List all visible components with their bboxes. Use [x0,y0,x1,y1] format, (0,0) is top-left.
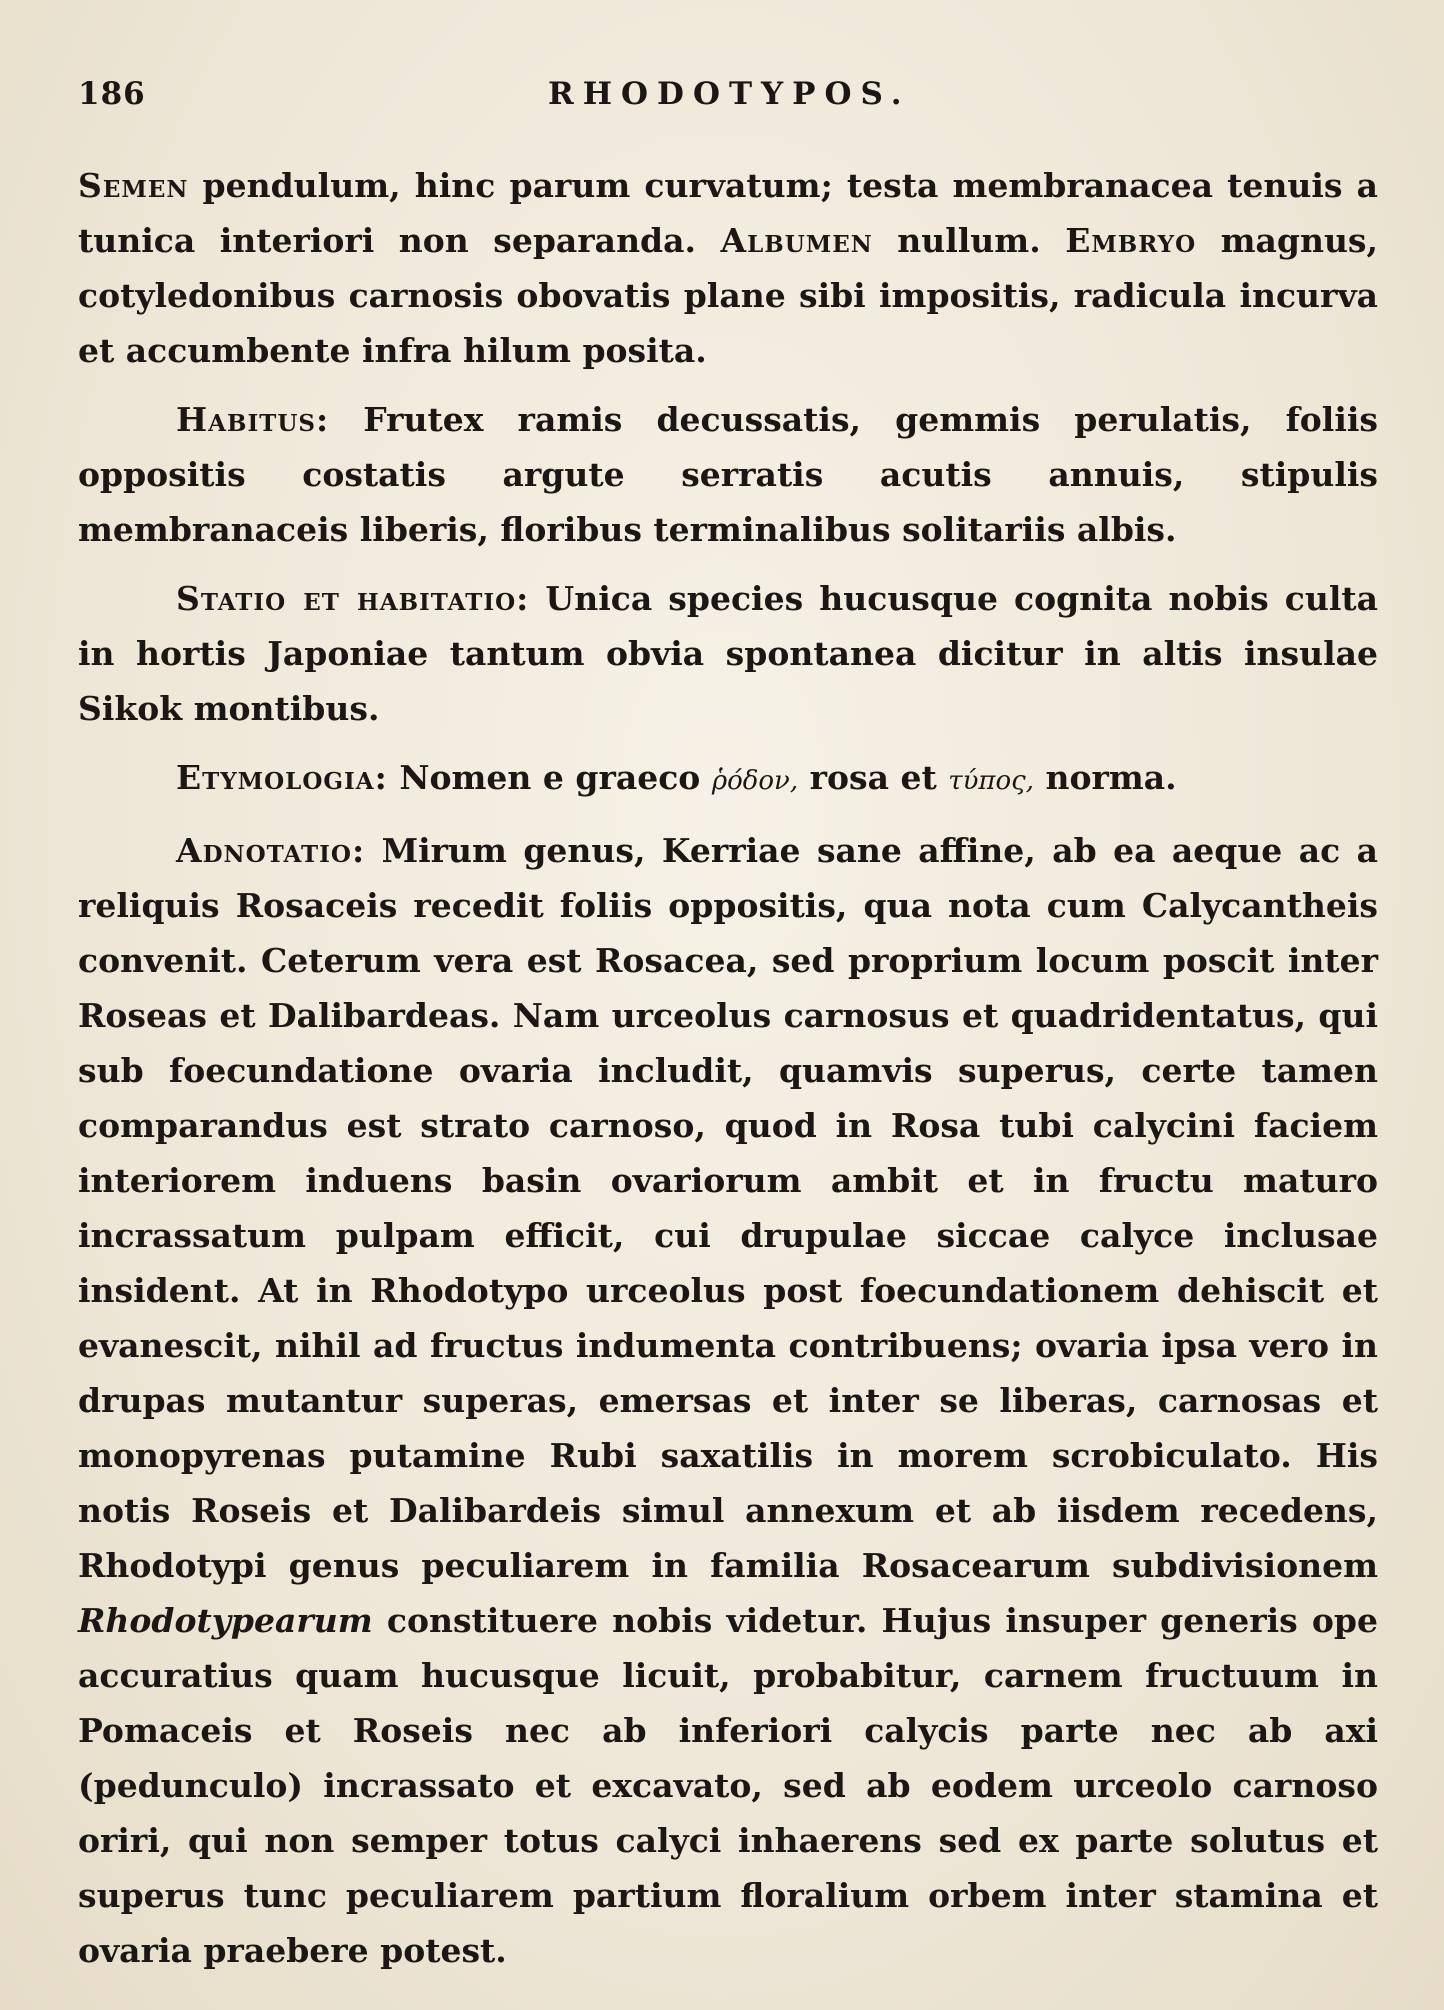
body-text [78,158,1378,1992]
paragraph-semen [78,158,1378,378]
section-label-semen: Semen [78,166,189,205]
paragraph-etymologia [78,750,1378,809]
semen-text-3: magnus, cotyledonibus carnosis obovatis plane sibi impositis, radicula incurva et accumbente infra hilum posita. [78,221,1379,370]
running-head [78,76,1366,116]
section-label-embryo: Embryo [1065,221,1197,260]
section-label-habitus: Habitus: [176,400,330,439]
adnotatio-text-1: Mirum genus, Kerriae sane affine, ab ea aeque ac a reliquis Rosaceis recedit foliis oppositis, qua nota cum Calycantheis convenit. Ceterum vera est Rosacea, sed proprium locum poscit inter Roseas et Dalibardeas. Nam urceolus carnosus et quadridentatus, qui sub foecundatione ovaria includit, quamvis superus, certe tamen comparandus est strato carnoso, quod in Rosa tubi calycini faciem interiorem induens basin ovariorum ambit et in fructu maturo incrassatum pulpam efficit, cui drupulae siccae calyce inclusae insident. At in Rhodotypo urceolus post foecundationem dehiscit et evanescit, nihil ad fructus indumenta contribuens; ovaria ipsa vero in drupas mutantur superas, emersas et inter se liberas, carnosas et monopyrenas putamine Rubi saxatilis in morem scrobiculato. His notis Roseis et Dalibardeis simul annexum et ab iisdem recedens, Rhodotypi genus peculiarem in familia Rosacearum subdivisionem [78,831,1378,1585]
page-number: 186 [78,76,146,112]
adnotatio-text-2: constituere nobis videtur. Hujus insuper generis ope accuratius quam hucusque licuit, probabitur, carnem fructuum in Pomaceis et Roseis nec ab inferiori calycis parte nec ab axi (pedunculo) incrassato et excavato, sed ab eodem urceolo carnoso oriri, qui non semper totus calyci inhaerens sed ex parte solutus et superus tunc peculiarem partium floralium orbem inter stamina et ovaria praebere potest. [78,1601,1378,1970]
section-label-statio: Statio et habitatio: [176,579,530,618]
adnotatio-italic-term: Rhodotypearum [78,1601,373,1640]
section-label-albumen: Albumen [720,221,873,260]
greek-word-typos: τύπος, [948,766,1034,796]
statio-text: Unica species hucusque cognita nobis culta in hortis Japoniae tantum obvia spontanea dicitur in altis insulae Sikok montibus. [78,579,1378,728]
paragraph-adnotatio [78,823,1378,1978]
semen-text-2: nullum. [872,221,1066,260]
etymologia-text-1: Nomen e graeco [387,758,712,797]
habitus-text: Frutex ramis decussatis, gemmis perulatis, foliis oppositis costatis argute serratis acutis annuis, stipulis membranaceis liberis, floribus terminalibus solitariis albis. [78,400,1378,549]
section-label-adnotatio: Adnotatio: [176,831,366,870]
etymologia-text-3: norma. [1033,758,1177,797]
section-label-etymologia: Etymologia: [176,758,388,797]
paragraph-habitus [78,392,1378,557]
running-title: RHODOTYPOS. [548,76,911,112]
paragraph-statio [78,571,1378,736]
greek-word-rhodon: ῥόδον, [711,766,799,796]
semen-text-1: pendulum, hinc parum curvatum; testa membranacea tenuis a tunica interiori non separanda. [78,166,1378,260]
etymologia-text-2: rosa et [798,758,949,797]
